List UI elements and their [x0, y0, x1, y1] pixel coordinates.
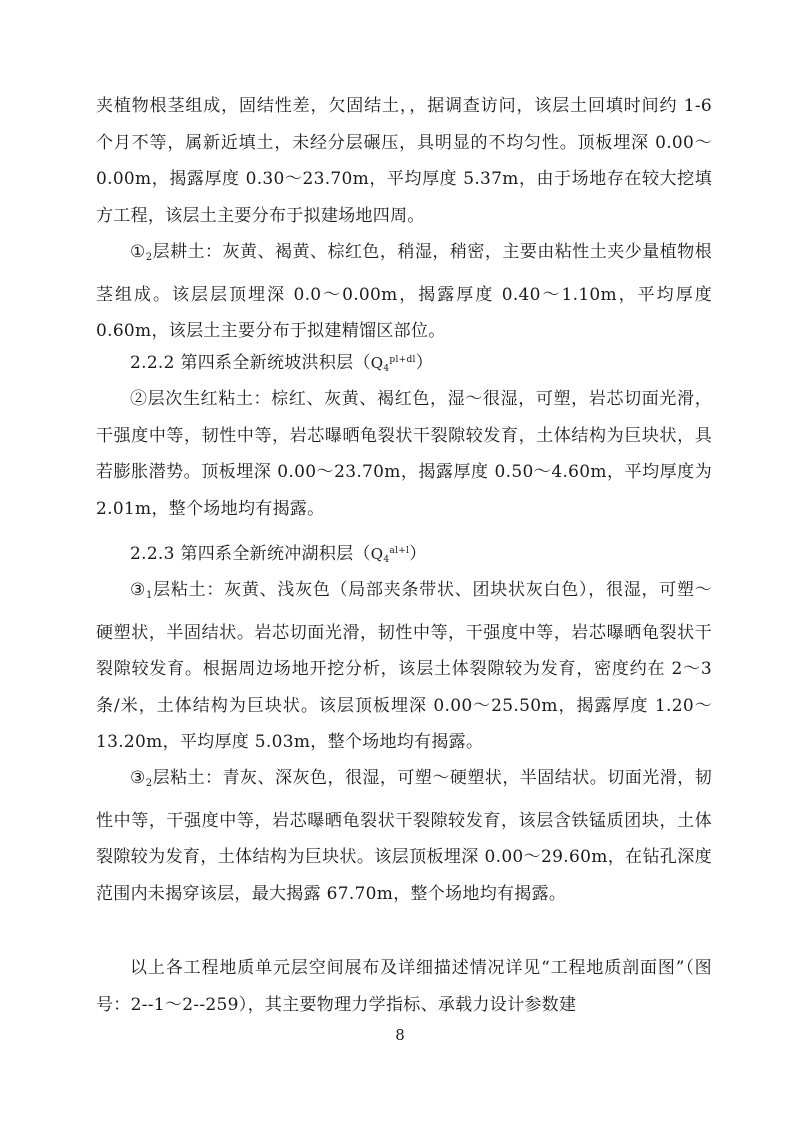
paragraph-summary: 以上各工程地质单元层空间展布及详细描述情况详见“工程地质剖面图”（图号：2--1～2--259），其主要物理力学指标、承载力设计参数建: [96, 958, 712, 1015]
paragraph-layer-3-2: [96, 760, 712, 912]
paragraph-layer-2: ②层次生红粘土：棕红、灰黄、褐红色，湿～很湿，可塑，岩芯切面光滑，干强度中等，韧性中等，岩芯曝晒龟裂状干裂隙较发育，土体结构为巨块状，具若膨胀潜势。顶板埋深 0.00～23.70m，揭露厚度 0.50～4.60m，平均厚度为 2.01m，整个场地均有揭露。: [96, 389, 712, 519]
layer-symbol: ③: [130, 768, 146, 788]
paragraph-fill-description: 夹植物根茎组成，固结性差，欠固结土，，据调查访问，该层土回填时间约 1-6 个月不等，属新近填土，未经分层碾压，具明显的不均匀性。顶板埋深 0.00～0.00m，揭露厚度 0.30～23.70m，平均厚度 5.37m，由于场地存在较大挖填方工程，该层土主要分布于拟建场地四周。: [96, 96, 712, 226]
formula-superscript: al+l: [389, 546, 410, 556]
geologic-symbol: [371, 545, 410, 563]
heading-text: 2.2.3 第四系全新统冲湖积层（: [130, 544, 371, 564]
layer-symbol: ①: [130, 242, 146, 262]
page-number: 8: [395, 1026, 405, 1044]
paragraph-body: 层粘土：灰黄、浅灰色（局部夹条带状、团块状灰白色），很湿，可塑～硬塑状，半固结状。岩芯切面光滑，韧性中等，干强度中等，岩芯曝晒龟裂状干裂隙较发育。根据周边场地开挖分析，该层土体裂隙较为发育，密度约在 2～3 条/米，土体结构为巨块状。该层顶板埋深 0.00～25.50m，揭露厚度 1.20～13.20m，平均厚度 5.03m，整个场地均有揭露。: [96, 580, 712, 752]
formula-subscript: 4: [383, 364, 390, 374]
paragraph-body: 层耕土：灰黄、褐黄、棕红色，稍湿，稍密，主要由粘性土夹少量植物根茎组成。该层层顶埋深 0.0～0.00m，揭露厚度 0.40～1.10m，平均厚度 0.60m，该层土主要分布于拟建精馏区部位。: [96, 242, 712, 341]
section-heading-2-2-2: [130, 348, 433, 381]
paragraph-layer-1-2: [96, 234, 712, 350]
layer-subscript: 2: [145, 252, 153, 263]
heading-close: ）: [409, 544, 427, 564]
layer-symbol: ③: [130, 580, 146, 600]
formula-superscript: pl+dl: [389, 355, 416, 365]
layer-subscript: 1: [146, 590, 153, 601]
heading-text: 2.2.2 第四系全新统坡洪积层（: [130, 353, 371, 373]
layer-subscript: 2: [145, 778, 153, 789]
section-heading-2-2-3: [130, 539, 427, 572]
heading-close: ）: [415, 353, 434, 373]
paragraph-body: 层粘土：青灰、深灰色，很湿，可塑～硬塑状，半固结状。切面光滑，韧性中等，干强度中等，岩芯曝晒龟裂状干裂隙较发育，该层含铁锰质团块，土体裂隙较为发育，土体结构为巨块状。该层顶板埋深 0.00～29.60m，在钻孔深度范围内未揭穿该层，最大揭露 67.70m，整个场地均有揭露。: [96, 768, 712, 904]
formula-letter: Q: [370, 545, 384, 563]
paragraph-layer-3-1: [96, 572, 712, 761]
formula-letter: Q: [370, 354, 384, 372]
formula-subscript: 4: [383, 555, 390, 565]
geologic-symbol: [371, 354, 416, 372]
